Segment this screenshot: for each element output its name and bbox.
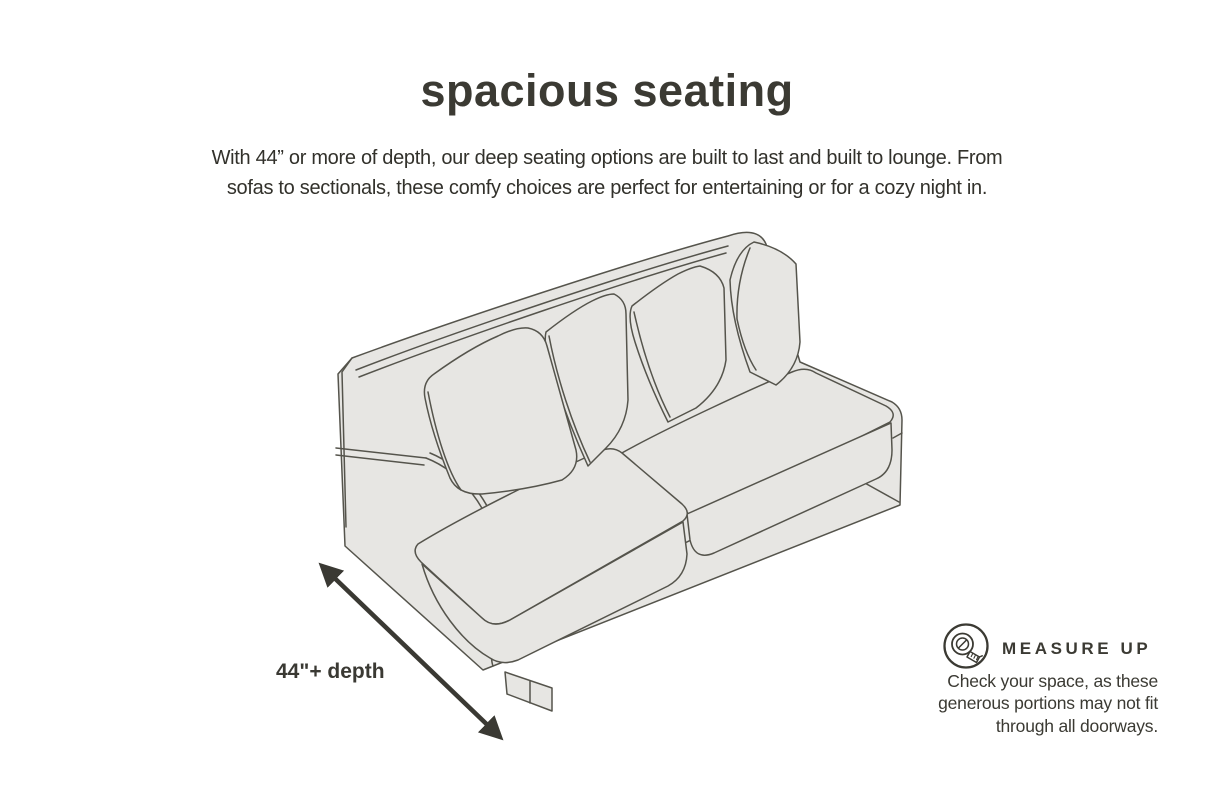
depth-dimension-arrow	[298, 543, 522, 761]
measure-up-note-line-2: generous portions may not fit	[938, 693, 1158, 714]
measure-up-note	[838, 670, 1158, 737]
tape-measure-icon	[941, 622, 991, 672]
measure-up-heading: MEASURE UP	[1002, 639, 1152, 658]
intro-paragraph	[0, 143, 1214, 203]
measure-up-note-line-3: through all doorways.	[995, 715, 1158, 736]
page-title: spacious seating	[420, 65, 794, 116]
intro-line-1: With 44” or more of depth, our deep seating options are built to last and built to lounge. From	[211, 147, 1003, 169]
intro-line-2: sofas to sectionals, these comfy choices are perfect for entertaining or for a cozy night in.	[226, 177, 988, 199]
measure-up-note-line-1: Check your space, as these	[947, 671, 1158, 691]
depth-dimension-label: 44"+ depth	[276, 660, 385, 683]
